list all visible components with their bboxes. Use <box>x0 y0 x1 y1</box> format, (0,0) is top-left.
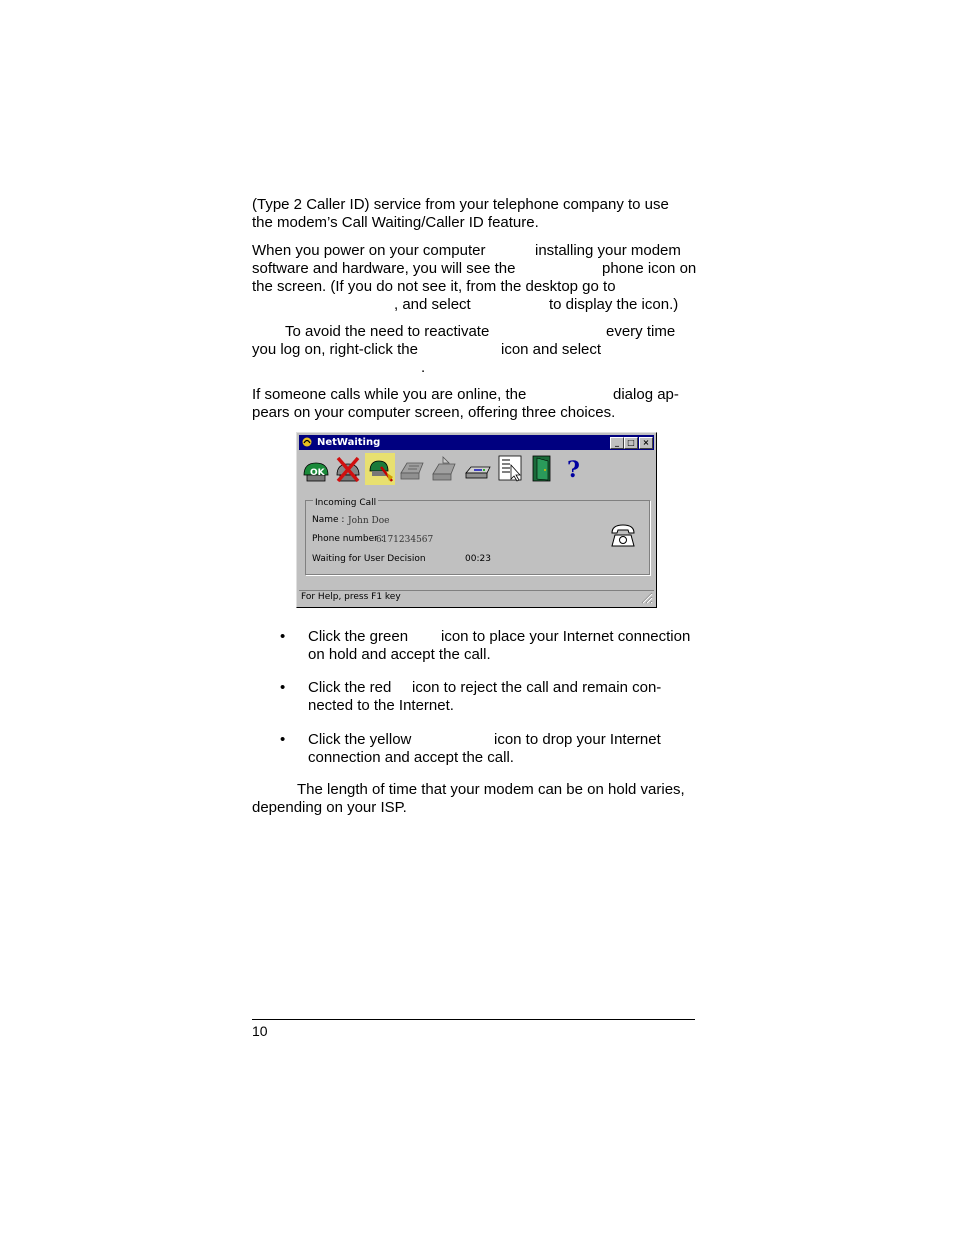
reject-icon[interactable] <box>333 453 363 485</box>
close-button[interactable]: × <box>639 437 653 449</box>
body-text-line: to display the icon.) <box>549 296 679 313</box>
footer-rule <box>252 1019 695 1020</box>
body-text-line: software and hardware, you will see the <box>252 260 516 277</box>
body-text-line: installing your modem <box>535 242 681 259</box>
bullet-text: connection and accept the call. <box>308 749 514 766</box>
bullet-text: nected to the Internet. <box>308 697 454 714</box>
body-text-line: pears on your computer screen, offering three choices. <box>252 404 616 421</box>
phone-label: Phone number : <box>312 534 384 544</box>
body-text-line: (Type 2 Caller ID) service from your telephone company to use <box>252 196 669 213</box>
caller-name: John Doe <box>348 516 390 526</box>
dialog-title-bar <box>299 435 654 450</box>
settings-icon[interactable] <box>495 453 525 485</box>
phone-number: 6171234567 <box>376 535 434 545</box>
body-text-line: . <box>421 359 426 376</box>
dialog-toolbar <box>301 453 652 487</box>
page-number: 10 <box>252 1023 268 1039</box>
bullet-marker: • <box>280 628 286 645</box>
note-text: depending on your ISP. <box>252 799 407 816</box>
status-bar-text: For Help, press F1 key <box>301 592 401 602</box>
bullet-marker: • <box>280 731 286 748</box>
resize-grip-icon[interactable] <box>641 592 653 604</box>
bullet-text: Click the red <box>308 679 392 696</box>
call-timer: 00:23 <box>465 554 491 564</box>
telephone-icon <box>609 521 637 549</box>
app-icon <box>302 437 312 447</box>
bullet-text: Click the yellow <box>308 731 412 748</box>
dialog-status-bar <box>299 590 654 605</box>
body-text-line: the modem’s Call Waiting/Caller ID feature. <box>252 214 539 231</box>
body-text-line: When you power on your computer <box>252 242 486 259</box>
incoming-call-group <box>305 500 650 575</box>
bullet-marker: • <box>280 679 286 696</box>
body-text-line: dialog ap- <box>613 386 679 403</box>
status-text: Waiting for User Decision <box>312 554 426 564</box>
bullet-text: on hold and accept the call. <box>308 646 491 663</box>
note-text: The length of time that your modem can be on hold varies, <box>297 781 685 798</box>
bullet-text: Click the green <box>308 628 409 645</box>
group-label: Incoming Call <box>315 498 377 508</box>
svg-text:?: ? <box>567 457 580 483</box>
drop-connection-icon[interactable] <box>365 453 395 485</box>
body-text-line: , and select <box>394 296 471 313</box>
modem-icon[interactable] <box>463 453 493 485</box>
body-text-line: the screen. (If you do not see it, from the desktop go to <box>252 278 616 295</box>
fax-send-icon[interactable] <box>429 453 459 485</box>
bullet-text: icon to place your Internet connection <box>441 628 691 645</box>
svg-text:OK: OK <box>310 468 325 478</box>
netwaiting-dialog <box>296 432 657 608</box>
exit-icon[interactable] <box>527 453 557 485</box>
bullet-text: icon to drop your Internet <box>494 731 661 748</box>
help-icon[interactable] <box>559 453 589 485</box>
maximize-button[interactable]: □ <box>624 437 638 449</box>
dialog-title: NetWaiting <box>317 437 381 448</box>
body-text-line: If someone calls while you are online, the <box>252 386 527 403</box>
body-text-line: To avoid the need to reactivate <box>285 323 490 340</box>
bullet-text: icon to reject the call and remain con- <box>412 679 662 696</box>
name-label: Name : <box>312 515 345 525</box>
body-text-line: icon and select <box>501 341 602 358</box>
minimize-button[interactable]: _ <box>610 437 624 449</box>
body-text-line: you log on, right-click the <box>252 341 418 358</box>
fax-icon[interactable] <box>397 453 427 485</box>
body-text-line: every time <box>606 323 676 340</box>
answer-icon[interactable] <box>301 453 331 485</box>
body-text-line: phone icon on <box>602 260 697 277</box>
